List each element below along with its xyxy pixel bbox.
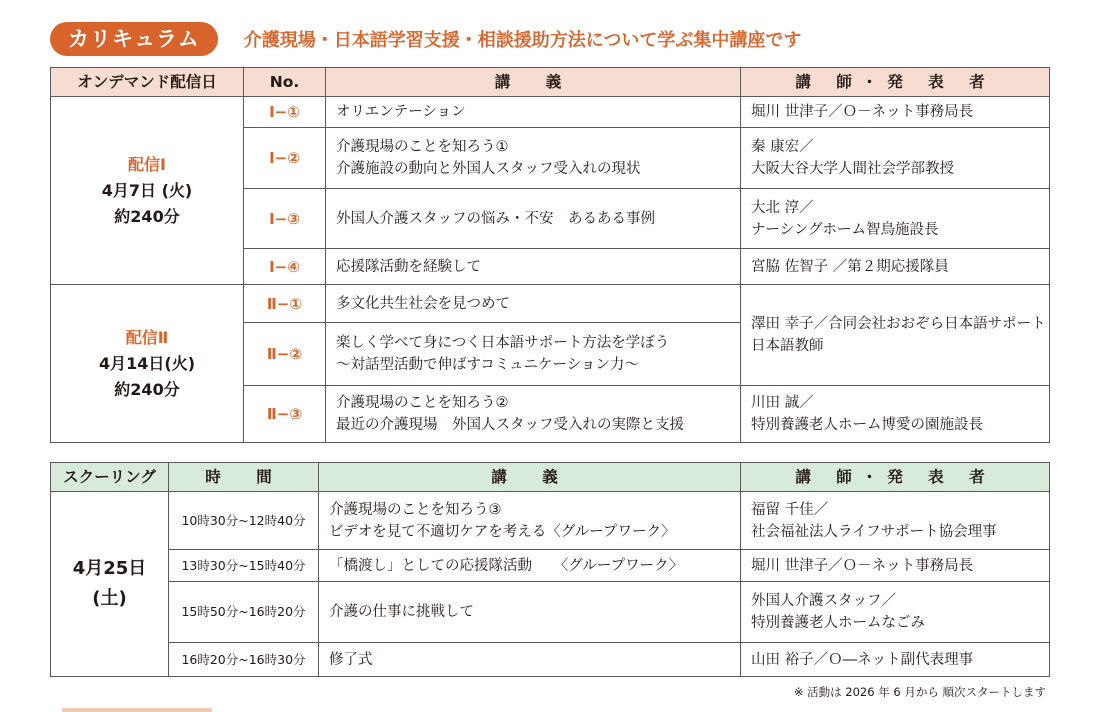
- speaker-text: 外国人介護スタッフ／: [751, 593, 896, 609]
- lecture-text: 介護現場のことを知ろう③: [329, 501, 502, 518]
- lecture-cell: [319, 550, 741, 582]
- schooling-header-row: [51, 463, 1050, 492]
- table-row: [51, 285, 1050, 323]
- lecture-cell: [319, 643, 741, 677]
- speaker-text: 福留 千佳／: [751, 501, 829, 518]
- speaker-cell: [741, 643, 1050, 677]
- time-slot: 15時50分~16時20分: [169, 582, 319, 643]
- lecture-text: 最近の介護現場 外国人スタッフ受入れの実際と支援: [336, 417, 684, 433]
- table-row: [51, 97, 1050, 128]
- table-row: [51, 643, 1050, 677]
- speaker-cell: [741, 285, 1050, 386]
- delivery-2-date: 4月14日(火): [98, 353, 196, 373]
- lecture-text: 楽しく学べて身につく日本語サポート方法を学ぼう: [336, 335, 670, 351]
- speaker-cell: [741, 128, 1050, 189]
- lecture-text: 介護現場のことを知ろう①: [336, 139, 509, 155]
- delivery-2-label: 配信Ⅱ: [125, 327, 169, 347]
- start-note: ※ 活動は 2026 年 6 月から 順次スタートします: [793, 685, 1046, 699]
- lecture-cell: [326, 285, 741, 323]
- delivery-2-duration: 約240分: [114, 379, 180, 399]
- lecture-text: 介護の仕事に挑戦して: [329, 604, 474, 620]
- speaker-text: 大阪大谷大学人間社会学部教授: [751, 161, 954, 177]
- session-number: Ⅰ−④: [244, 249, 326, 285]
- lecture-text: 「橋渡し」としての応援隊活動 〈グループワーク〉: [329, 557, 684, 574]
- header-day: スクーリング: [51, 463, 169, 492]
- ondemand-header-row: [51, 68, 1050, 97]
- header-lecture: 講 義: [326, 68, 741, 97]
- speaker-text: 日本語教師: [751, 338, 824, 354]
- time-slot: 13時30分~15時40分: [169, 550, 319, 582]
- lecture-cell: [319, 492, 741, 550]
- schooling-date: 4月25日: [72, 558, 147, 579]
- speaker-text: 川田 誠／: [751, 395, 814, 411]
- delivery-1-duration: 約240分: [114, 206, 180, 226]
- speaker-cell: [741, 582, 1050, 643]
- lecture-cell: [319, 582, 741, 643]
- schooling-table: [50, 462, 1050, 677]
- lecture-cell: [326, 323, 741, 386]
- lecture-cell: [326, 249, 741, 285]
- speaker-text: 堀川 世津子／Ｏ－ネット事務局長: [751, 104, 974, 120]
- session-number: Ⅰ−①: [244, 97, 326, 128]
- speaker-text: 澤田 幸子／合同会社おおぞら日本語サポート: [751, 316, 1046, 332]
- delivery-2-cell: [51, 285, 244, 443]
- lecture-text: ～対話型活動で伸ばすコミュニケーション力～: [336, 357, 639, 373]
- speaker-text: 特別養護老人ホーム博愛の園施設長: [751, 417, 983, 433]
- delivery-1-label: 配信Ⅰ: [128, 154, 166, 174]
- speaker-cell: [741, 550, 1050, 582]
- lecture-text: 修了式: [329, 651, 373, 668]
- speaker-text: 山田 裕子／Ｏ―ネット副代表理事: [751, 651, 974, 668]
- speaker-cell: [741, 97, 1050, 128]
- time-slot: 16時20分~16時30分: [169, 643, 319, 677]
- speaker-text: 社会福祉法人ライフサポート協会理事: [751, 523, 997, 540]
- session-number: Ⅱ−①: [244, 285, 326, 323]
- speaker-text: 秦 康宏／: [751, 139, 814, 155]
- table-row: [51, 550, 1050, 582]
- lecture-text: 介護現場のことを知ろう②: [336, 395, 509, 411]
- session-number: Ⅱ−③: [244, 386, 326, 443]
- header-no: No.: [244, 68, 326, 97]
- delivery-1-date: 4月7日 (火): [101, 180, 193, 200]
- header-speaker: 講 師・発 表 者: [741, 68, 1050, 97]
- table-row: [51, 492, 1050, 550]
- delivery-1-cell: [51, 97, 244, 285]
- lecture-text: 介護施設の動向と外国人スタッフ受入れの現状: [336, 161, 641, 177]
- curriculum-header: [50, 20, 801, 58]
- lecture-cell: [326, 189, 741, 249]
- curriculum-subtitle: 介護現場・日本語学習支援・相談援助方法について学ぶ集中講座です: [243, 30, 802, 51]
- lecture-cell: [326, 386, 741, 443]
- session-number: Ⅰ−②: [244, 128, 326, 189]
- speaker-text: 特別養護老人ホームなごみ: [751, 615, 925, 631]
- lecture-text: 応援隊活動を経験して: [336, 258, 481, 275]
- speaker-cell: [741, 189, 1050, 249]
- header-day: オンデマンド配信日: [51, 68, 244, 97]
- time-slot: 10時30分~12時40分: [169, 492, 319, 550]
- speaker-text: 宮脇 佐智子 ／第２期応援隊員: [751, 258, 949, 275]
- curriculum-pill: カリキュラム: [50, 22, 218, 56]
- session-number: Ⅱ−②: [244, 323, 326, 386]
- schooling-weekday: (土): [92, 588, 127, 609]
- header-time: 時 間: [169, 463, 319, 492]
- ondemand-table: [50, 67, 1050, 443]
- speaker-cell: [741, 249, 1050, 285]
- lecture-cell: [326, 97, 741, 128]
- speaker-text: 堀川 世津子／Ｏ－ネット事務局長: [751, 557, 974, 574]
- header-speaker: 講 師・発 表 者: [741, 463, 1050, 492]
- lecture-text: ビデオを見て不適切ケアを考える〈グループワーク〉: [329, 523, 676, 540]
- speaker-text: 大北 淳／: [751, 199, 814, 216]
- lecture-text: 外国人介護スタッフの悩み・不安 あるある事例: [336, 210, 655, 227]
- speaker-cell: [741, 386, 1050, 443]
- table-row: [51, 582, 1050, 643]
- decorative-bar: [62, 708, 212, 712]
- schooling-date-cell: [51, 492, 169, 677]
- header-lecture: 講 義: [319, 463, 741, 492]
- lecture-text: 多文化共生社会を見つめて: [336, 295, 510, 312]
- lecture-text: オリエンテーション: [336, 104, 466, 120]
- speaker-cell: [741, 492, 1050, 550]
- speaker-text: ナーシングホーム智鳥施設長: [751, 221, 939, 238]
- lecture-cell: [326, 128, 741, 189]
- session-number: Ⅰ−③: [244, 189, 326, 249]
